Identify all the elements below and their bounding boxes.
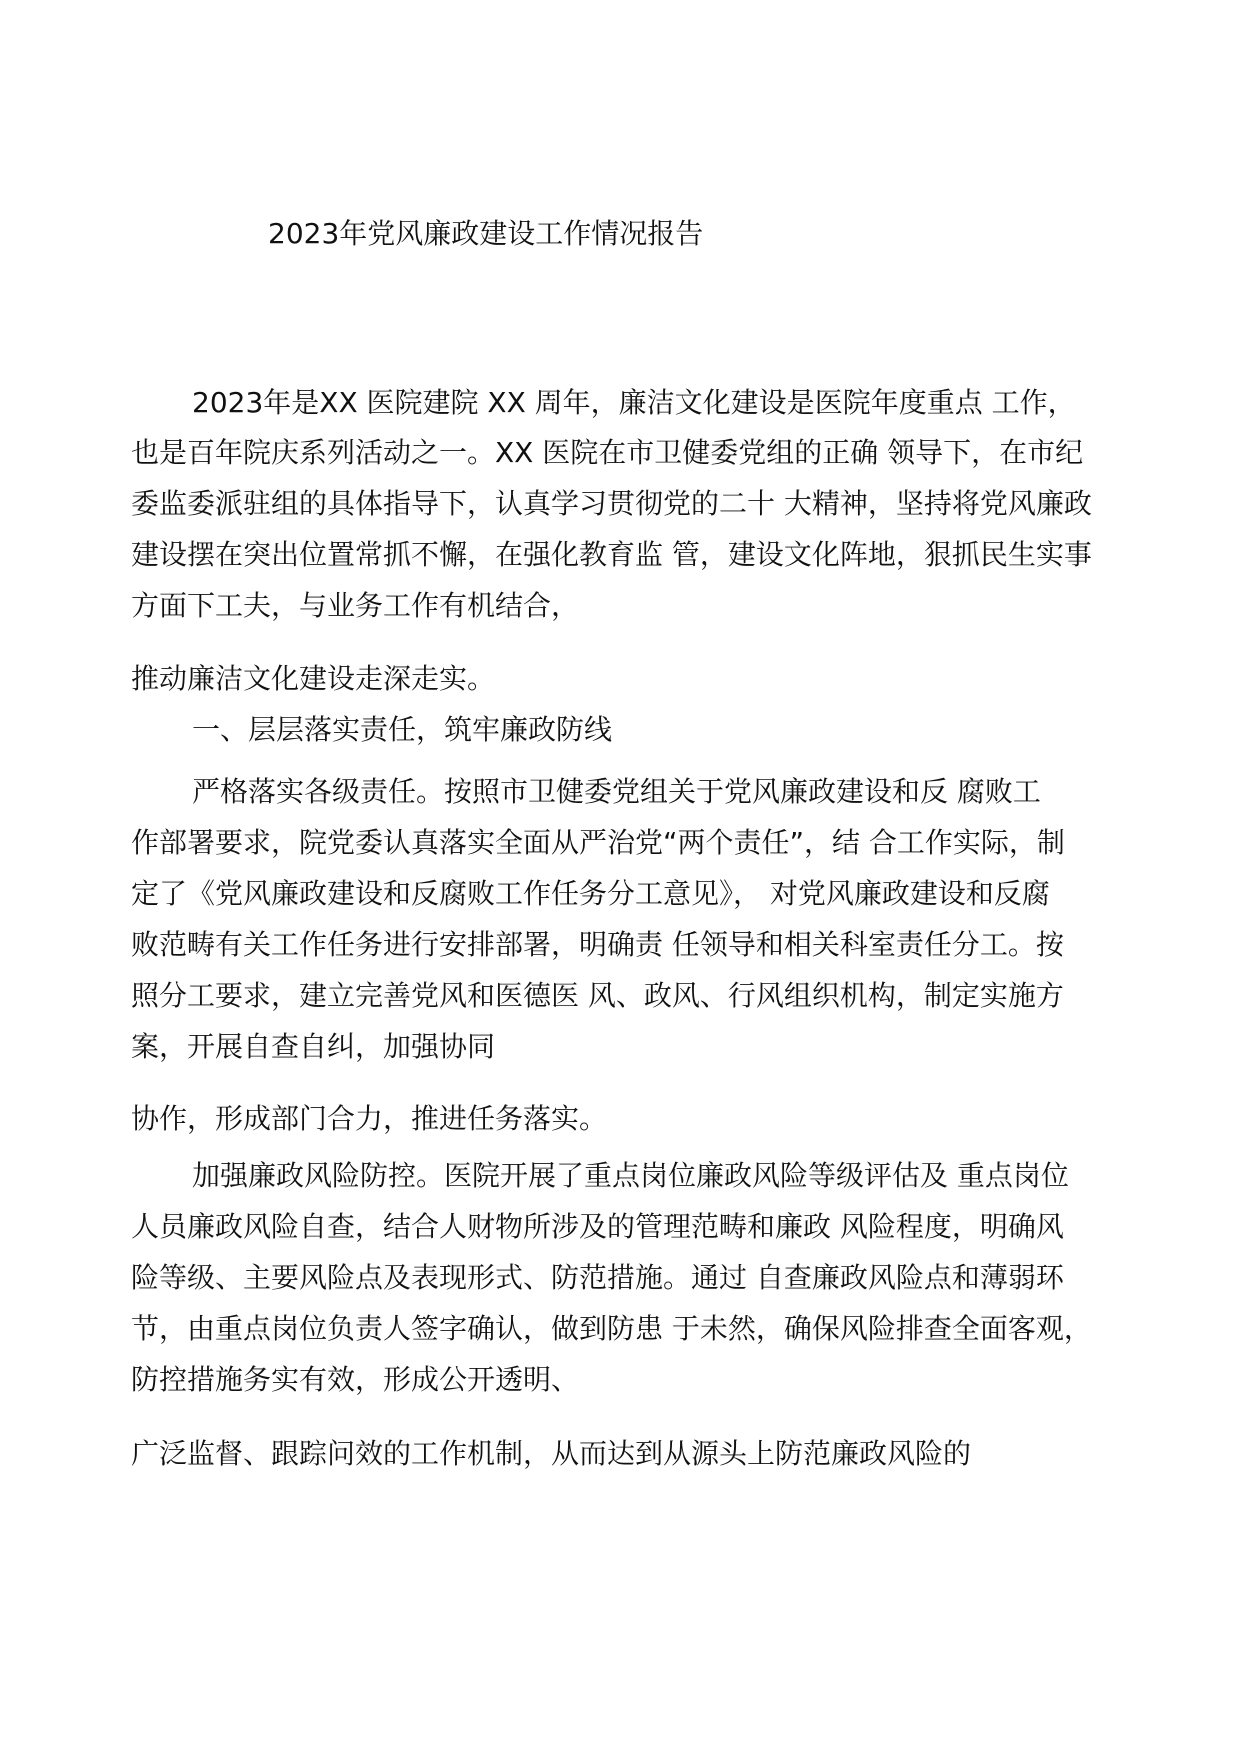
document-title: 2023年党风廉政建设工作情况报告 bbox=[268, 217, 704, 250]
paragraph-line: 广泛监督、跟踪问效的工作机制，从而达到从源头上防范廉政风险的 bbox=[131, 1437, 972, 1470]
paragraph-line: 也是百年院庆系列活动之一。XX 医院在市卫健委党组的正确 领导下，在市纪 bbox=[131, 436, 1084, 469]
paragraph-line: 建设摆在突出位置常抓不懈，在强化教育监 管，建设文化阵地，狠抓民生实事 bbox=[131, 538, 1092, 571]
paragraph-line: 案，开展自查自纠，加强协同 bbox=[131, 1030, 496, 1063]
paragraph-line: 推动廉洁文化建设走深走实。 bbox=[131, 662, 496, 695]
paragraph-line: 败范畴有关工作任务进行安排部署，明确责 任领导和相关科室责任分工。按 bbox=[131, 928, 1064, 961]
paragraph-line: 定了《党风廉政建设和反腐败工作任务分工意见》， 对党风廉政建设和反腐 bbox=[131, 877, 1050, 910]
section-heading: 一、层层落实责任，筑牢廉政防线 bbox=[192, 713, 613, 746]
paragraph-line: 险等级、主要风险点及表现形式、防范措施。通过 自查廉政风险点和薄弱环 bbox=[131, 1261, 1064, 1294]
paragraph-line: 节，由重点岗位负责人签字确认，做到防患 于未然，确保风险排查全面客观， bbox=[131, 1312, 1092, 1345]
paragraph-line: 严格落实各级责任。按照市卫健委党组关于党风廉政建设和反 腐败工 bbox=[192, 775, 1041, 808]
paragraph-line: 方面下工夫，与业务工作有机结合， bbox=[131, 589, 580, 622]
paragraph-line: 作部署要求，院党委认真落实全面从严治党“两个责任”，结 合工作实际，制 bbox=[131, 826, 1065, 859]
paragraph-line: 防控措施务实有效，形成公开透明、 bbox=[131, 1363, 580, 1396]
paragraph-line: 加强廉政风险防控。医院开展了重点岗位廉政风险等级评估及 重点岗位 bbox=[192, 1159, 1069, 1192]
paragraph-line: 照分工要求，建立完善党风和医德医 风、政风、行风组织机构，制定实施方 bbox=[131, 979, 1064, 1012]
paragraph-line: 协作，形成部门合力，推进任务落实。 bbox=[131, 1102, 608, 1135]
paragraph-line: 2023年是XX 医院建院 XX 周年，廉洁文化建设是医院年度重点 工作， bbox=[192, 386, 1076, 419]
paragraph-line: 委监委派驻组的具体指导下，认真学习贯彻党的二十 大精神，坚持将党风廉政 bbox=[131, 487, 1092, 520]
paragraph-line: 人员廉政风险自查，结合人财物所涉及的管理范畴和廉政 风险程度，明确风 bbox=[131, 1210, 1064, 1243]
